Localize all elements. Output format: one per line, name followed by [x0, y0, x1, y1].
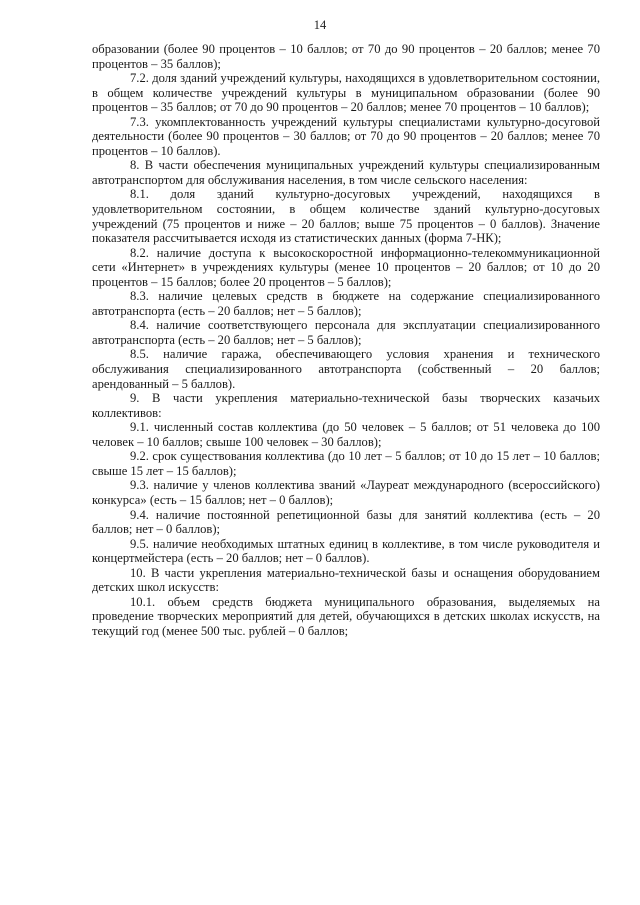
- paragraph-7-3: 7.3. укомплектованность учреждений культуры специалистами культурно-досуговой деятельности (более 90 процентов – 30 баллов; от 70 до 90 процентов – 20 баллов; менее 70 процентов – 10 баллов).: [92, 114, 600, 158]
- paragraph-7-2: 7.2. доля зданий учреждений культуры, находящихся в удовлетворительном состоянии, в общем количестве учреждений культуры в муниципальном образовании (более 90 процентов – 35 баллов; от 70 до 90 процентов – 20 баллов; менее 70 процентов – 10 баллов);: [92, 71, 600, 115]
- paragraph-9-2: 9.2. срок существования коллектива (до 10 лет – 5 баллов; от 10 до 15 лет – 10 баллов; свыше 15 лет – 15 баллов);: [92, 449, 600, 478]
- paragraph-10-1: 10.1. объем средств бюджета муниципального образования, выделяемых на проведение творческих мероприятий для детей, обучающихся в детских школах искусств, на текущий год (менее 500 тыс. рублей – 0 баллов;: [92, 594, 600, 638]
- paragraph-9-3: 9.3. наличие у членов коллектива званий «Лауреат международного (всероссийского) конкурса» (есть – 15 баллов; нет – 0 баллов);: [92, 478, 600, 507]
- paragraph-9-4: 9.4. наличие постоянной репетиционной базы для занятий коллектива (есть – 20 баллов; нет – 0 баллов);: [92, 507, 600, 537]
- paragraph-9-5: 9.5. наличие необходимых штатных единиц в коллективе, в том числе руководителя и концертмейстера (есть – 20 баллов; нет – 0 баллов).: [92, 536, 600, 566]
- paragraph-9: 9. В части укрепления материально-технической базы творческих казачьих коллективов:: [92, 391, 600, 420]
- paragraph-8-1: 8.1. доля зданий культурно-досуговых учреждений, находящихся в удовлетворительном состоянии, в общем количестве зданий культурно-досуговых учреждений (75 процентов и ниже – 20 баллов; выше 75 процентов – 0 баллов). Значение показателя рассчитывается исходя из статистических данных (форма 7-НК);: [92, 187, 600, 246]
- page-number: 14: [313, 18, 327, 32]
- paragraph-9-1: 9.1. численный состав коллектива (до 50 человек – 5 баллов; от 51 человека до 100 человек – 10 баллов; свыше 100 человек – 30 баллов);: [92, 420, 600, 449]
- paragraph-10: 10. В части укрепления материально-технической базы и оснащения оборудованием детских школ искусств:: [92, 565, 600, 595]
- paragraph-8-2: 8.2. наличие доступа к высокоскоростной информационно-телекоммуникационной сети «Интернет» в учреждениях культуры (менее 10 процентов – 20 баллов; от 10 до 20 процентов – 15 баллов; более 20 процентов – 5 баллов);: [92, 245, 600, 289]
- paragraph-8-4: 8.4. наличие соответствующего персонала для эксплуатации специализированного автотранспорта (есть – 20 баллов; нет – 5 баллов);: [92, 318, 600, 347]
- paragraph-8: 8. В части обеспечения муниципальных учреждений культуры специализированным автотранспортом для обслуживания населения, в том числе сельского населения:: [92, 158, 600, 187]
- paragraph-continuation: образовании (более 90 процентов – 10 баллов; от 70 до 90 процентов – 20 баллов; менее 70 процентов – 35 баллов);: [92, 42, 600, 71]
- paragraph-8-3: 8.3. наличие целевых средств в бюджете на содержание специализированного автотранспорта (есть – 20 баллов; нет – 5 баллов);: [92, 289, 600, 318]
- document-body: [92, 42, 600, 638]
- paragraph-8-5: 8.5. наличие гаража, обеспечивающего условия хранения и технического обслуживания специализированного автотранспорта (собственный – 20 баллов; арендованный – 5 баллов).: [92, 347, 600, 391]
